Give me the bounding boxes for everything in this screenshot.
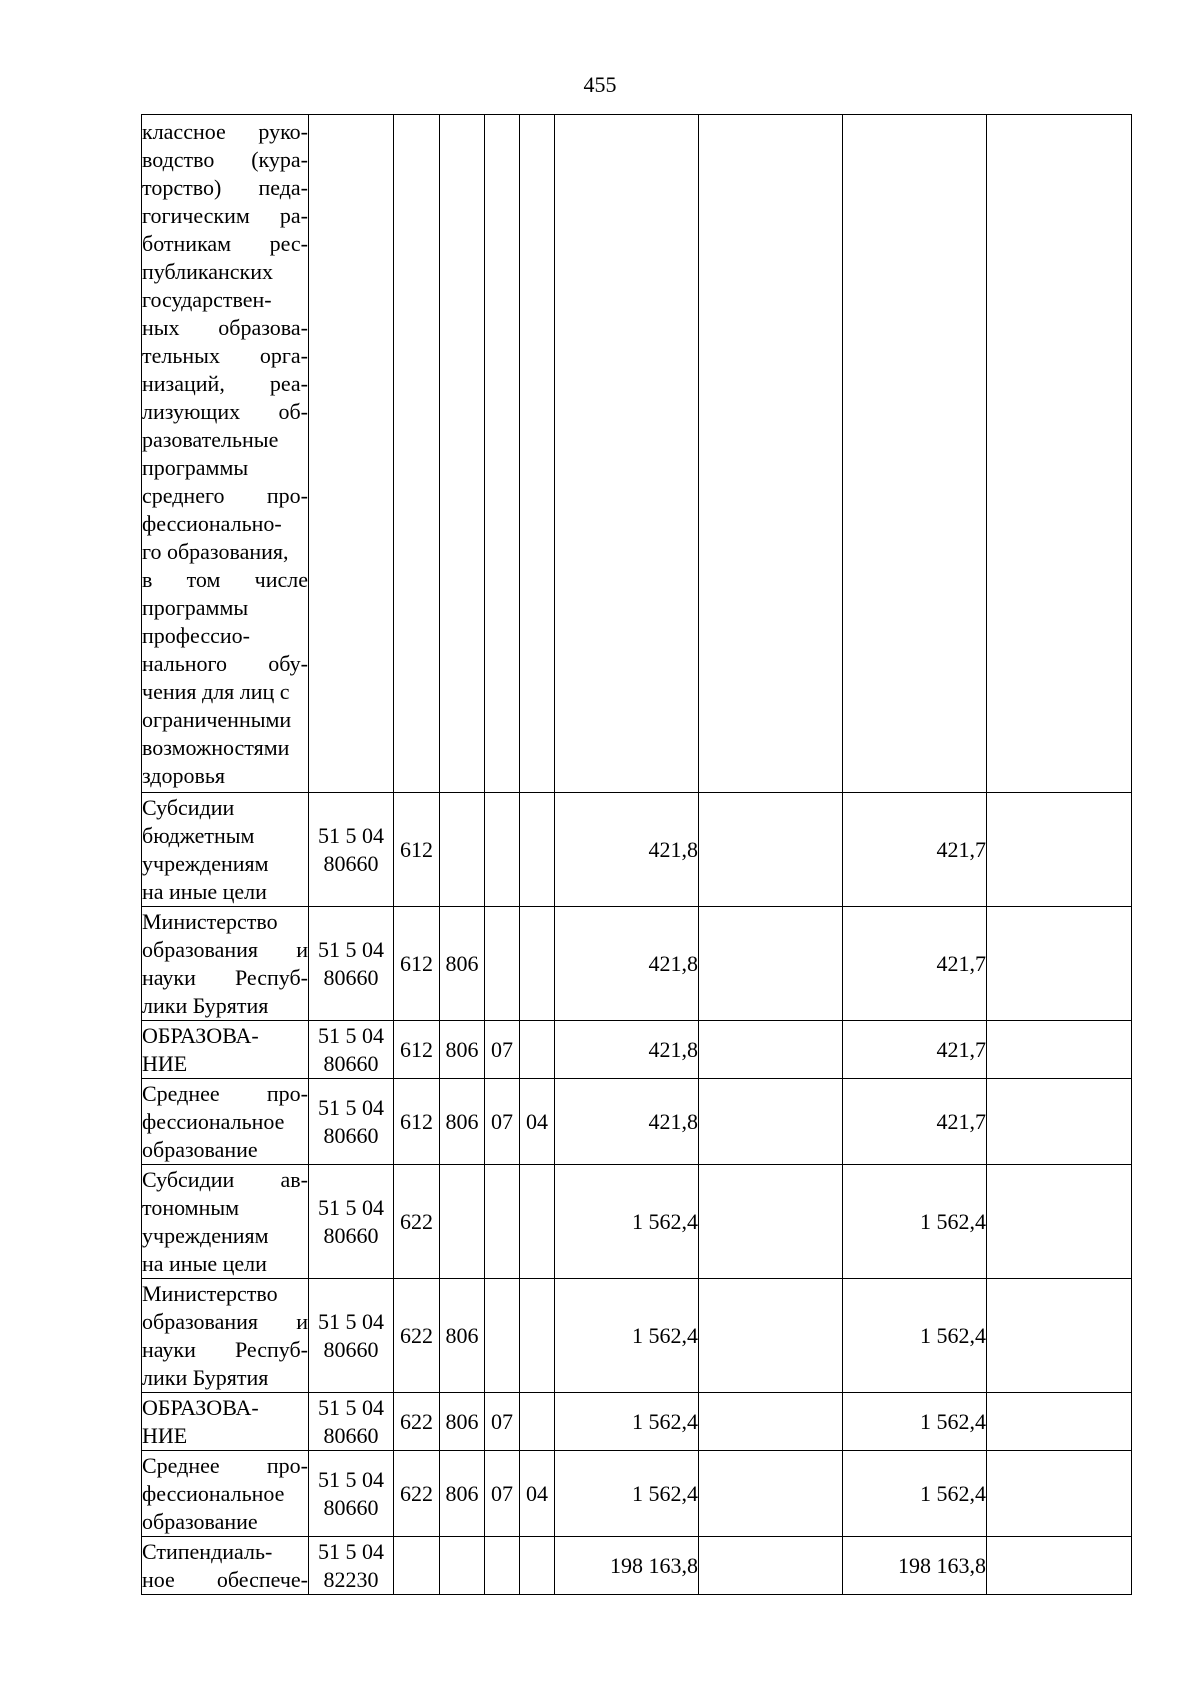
row-pr xyxy=(520,115,555,793)
row-gr xyxy=(440,793,485,907)
row-sum-1: 1 562,4 xyxy=(555,1165,699,1279)
name-line: науки Респуб- xyxy=(142,964,308,990)
row-gr: 806 xyxy=(440,907,485,1021)
row-gr xyxy=(440,1537,485,1595)
name-line: фессионально- xyxy=(142,510,282,536)
name-line: на иные цели xyxy=(142,1250,267,1276)
row-vr: 612 xyxy=(394,1079,440,1165)
row-pr xyxy=(520,1393,555,1451)
name-line: образования и xyxy=(142,936,308,962)
row-code xyxy=(309,1165,394,1279)
name-line: ограниченными xyxy=(142,706,292,732)
row-code xyxy=(309,907,394,1021)
row-name xyxy=(142,1165,309,1279)
row-gr: 806 xyxy=(440,1279,485,1393)
row-name xyxy=(142,1021,309,1079)
name-line: государствен- xyxy=(142,286,272,312)
name-line: ОБРАЗОВА- xyxy=(142,1394,259,1420)
page-number: 455 xyxy=(583,72,617,97)
table-row xyxy=(142,115,1132,793)
table-row xyxy=(142,1079,1132,1165)
row-sum-4 xyxy=(987,1021,1132,1079)
row-rz: 07 xyxy=(485,1079,520,1165)
name-line: разовательные xyxy=(142,426,279,452)
code-line: 82230 xyxy=(323,1566,379,1592)
row-code xyxy=(309,1079,394,1165)
table-row xyxy=(142,1165,1132,1279)
row-sum-1: 421,8 xyxy=(555,907,699,1021)
name-line: Министерство xyxy=(142,1280,278,1306)
row-code xyxy=(309,1021,394,1079)
table-row xyxy=(142,1537,1132,1595)
name-line: возможностями xyxy=(142,734,290,760)
name-line: Министерство xyxy=(142,908,278,934)
table-body xyxy=(142,115,1132,1595)
row-gr xyxy=(440,1165,485,1279)
row-sum-3: 1 562,4 xyxy=(843,1165,987,1279)
row-sum-1: 421,8 xyxy=(555,1079,699,1165)
name-line: нального обу- xyxy=(142,650,308,676)
row-sum-1: 198 163,8 xyxy=(555,1537,699,1595)
row-sum-1: 421,8 xyxy=(555,1021,699,1079)
code-line: 80660 xyxy=(323,1494,379,1520)
name-line: образование xyxy=(142,1508,258,1534)
row-sum-3: 421,7 xyxy=(843,793,987,907)
table-row xyxy=(142,793,1132,907)
name-line: торство) педа- xyxy=(142,174,308,200)
name-line: фессиональное xyxy=(142,1480,285,1506)
code-line: 51 5 04 xyxy=(318,822,384,848)
row-code xyxy=(309,115,394,793)
code-line: 80660 xyxy=(323,1122,379,1148)
row-pr xyxy=(520,1165,555,1279)
row-code xyxy=(309,1279,394,1393)
row-sum-4 xyxy=(987,793,1132,907)
row-code xyxy=(309,1393,394,1451)
name-line: гогическим ра- xyxy=(142,202,308,228)
name-line: тономным xyxy=(142,1194,240,1220)
code-line: 51 5 04 xyxy=(318,936,384,962)
row-vr xyxy=(394,1537,440,1595)
row-sum-2 xyxy=(699,1393,843,1451)
row-vr: 622 xyxy=(394,1451,440,1537)
name-line: Среднее про- xyxy=(142,1452,308,1478)
name-line: программы xyxy=(142,454,249,480)
row-pr xyxy=(520,1021,555,1079)
table-row xyxy=(142,1393,1132,1451)
code-line: 51 5 04 xyxy=(318,1022,384,1048)
row-sum-2 xyxy=(699,793,843,907)
table-row xyxy=(142,1451,1132,1537)
row-sum-3: 1 562,4 xyxy=(843,1393,987,1451)
name-line: НИЕ xyxy=(142,1050,188,1076)
row-sum-2 xyxy=(699,907,843,1021)
code-line: 80660 xyxy=(323,850,379,876)
name-line: ное обеспече- xyxy=(142,1566,308,1592)
row-sum-3: 198 163,8 xyxy=(843,1537,987,1595)
row-vr: 612 xyxy=(394,907,440,1021)
row-sum-1: 1 562,4 xyxy=(555,1279,699,1393)
row-sum-2 xyxy=(699,1165,843,1279)
row-vr xyxy=(394,115,440,793)
row-sum-3: 421,7 xyxy=(843,1079,987,1165)
code-line: 51 5 04 xyxy=(318,1394,384,1420)
name-line: тельных орга- xyxy=(142,342,308,368)
code-line: 80660 xyxy=(323,1336,379,1362)
row-gr: 806 xyxy=(440,1079,485,1165)
row-vr: 622 xyxy=(394,1165,440,1279)
row-name xyxy=(142,1279,309,1393)
name-line: учреждениям xyxy=(142,850,269,876)
row-name xyxy=(142,1079,309,1165)
row-sum-4 xyxy=(987,1165,1132,1279)
row-sum-2 xyxy=(699,1021,843,1079)
name-line: Субсидии xyxy=(142,794,235,820)
row-vr: 622 xyxy=(394,1279,440,1393)
name-line: программы xyxy=(142,594,249,620)
row-sum-4 xyxy=(987,1451,1132,1537)
code-line: 80660 xyxy=(323,1422,379,1448)
code-line: 80660 xyxy=(323,1050,379,1076)
row-gr: 806 xyxy=(440,1393,485,1451)
row-sum-2 xyxy=(699,115,843,793)
row-sum-3 xyxy=(843,115,987,793)
row-pr: 04 xyxy=(520,1079,555,1165)
row-gr: 806 xyxy=(440,1021,485,1079)
row-sum-1: 1 562,4 xyxy=(555,1393,699,1451)
name-line: Стипендиаль- xyxy=(142,1538,273,1564)
row-sum-2 xyxy=(699,1279,843,1393)
row-pr: 04 xyxy=(520,1451,555,1537)
code-line: 80660 xyxy=(323,964,379,990)
row-vr: 612 xyxy=(394,793,440,907)
name-line: науки Респуб- xyxy=(142,1336,308,1362)
row-sum-4 xyxy=(987,1537,1132,1595)
name-line: чения для лиц с xyxy=(142,678,290,704)
row-code xyxy=(309,793,394,907)
row-sum-1 xyxy=(555,115,699,793)
row-pr xyxy=(520,1279,555,1393)
row-code xyxy=(309,1451,394,1537)
row-sum-4 xyxy=(987,115,1132,793)
table-row xyxy=(142,1279,1132,1393)
row-name xyxy=(142,1537,309,1595)
row-sum-3: 421,7 xyxy=(843,1021,987,1079)
row-sum-4 xyxy=(987,1079,1132,1165)
name-line: лики Бурятия xyxy=(142,1364,269,1390)
row-rz xyxy=(485,1165,520,1279)
name-line: образование xyxy=(142,1136,258,1162)
name-line: образования и xyxy=(142,1308,308,1334)
name-line: ных образова- xyxy=(142,314,308,340)
row-name xyxy=(142,907,309,1021)
code-line: 51 5 04 xyxy=(318,1308,384,1334)
row-rz xyxy=(485,1279,520,1393)
name-line: учреждениям xyxy=(142,1222,269,1248)
row-sum-2 xyxy=(699,1079,843,1165)
name-line: на иные цели xyxy=(142,878,267,904)
name-line: НИЕ xyxy=(142,1422,188,1448)
row-sum-2 xyxy=(699,1537,843,1595)
table-row xyxy=(142,1021,1132,1079)
row-vr: 622 xyxy=(394,1393,440,1451)
name-line: среднего про- xyxy=(142,482,308,508)
row-name xyxy=(142,115,309,793)
row-sum-1: 421,8 xyxy=(555,793,699,907)
row-code xyxy=(309,1537,394,1595)
name-line: классное руко- xyxy=(142,118,308,144)
row-pr xyxy=(520,907,555,1021)
row-name xyxy=(142,1451,309,1537)
row-sum-2 xyxy=(699,1451,843,1537)
row-rz xyxy=(485,115,520,793)
row-rz xyxy=(485,1537,520,1595)
name-line: лики Бурятия xyxy=(142,992,269,1018)
name-line: лизующих об- xyxy=(142,398,308,424)
table-row xyxy=(142,907,1132,1021)
row-sum-1: 1 562,4 xyxy=(555,1451,699,1537)
row-rz: 07 xyxy=(485,1021,520,1079)
name-line: ОБРАЗОВА- xyxy=(142,1022,259,1048)
row-sum-3: 1 562,4 xyxy=(843,1451,987,1537)
row-sum-3: 421,7 xyxy=(843,907,987,1021)
budget-table xyxy=(141,114,1132,1595)
name-line: здоровья xyxy=(142,762,226,788)
row-gr xyxy=(440,115,485,793)
row-name xyxy=(142,793,309,907)
row-rz: 07 xyxy=(485,1393,520,1451)
code-line: 51 5 04 xyxy=(318,1194,384,1220)
name-line: в том числе xyxy=(142,566,308,592)
name-line: фессиональное xyxy=(142,1108,285,1134)
name-line: публиканских xyxy=(142,258,274,284)
row-sum-4 xyxy=(987,907,1132,1021)
name-line: Среднее про- xyxy=(142,1080,308,1106)
row-rz xyxy=(485,793,520,907)
row-gr: 806 xyxy=(440,1451,485,1537)
name-line: ботникам рес- xyxy=(142,230,308,256)
row-pr xyxy=(520,1537,555,1595)
row-name xyxy=(142,1393,309,1451)
row-sum-3: 1 562,4 xyxy=(843,1279,987,1393)
code-line: 51 5 04 xyxy=(318,1094,384,1120)
row-vr: 612 xyxy=(394,1021,440,1079)
name-line: го образования, xyxy=(142,538,289,564)
name-line: бюджетным xyxy=(142,822,255,848)
name-line: водство (кура- xyxy=(142,146,308,172)
name-line: Субсидии ав- xyxy=(142,1166,308,1192)
code-line: 80660 xyxy=(323,1222,379,1248)
code-line: 51 5 04 xyxy=(318,1538,384,1564)
row-pr xyxy=(520,793,555,907)
name-line: профессио- xyxy=(142,622,250,648)
row-rz xyxy=(485,907,520,1021)
row-sum-4 xyxy=(987,1393,1132,1451)
code-line: 51 5 04 xyxy=(318,1466,384,1492)
name-line: низаций, реа- xyxy=(142,370,308,396)
row-sum-4 xyxy=(987,1279,1132,1393)
row-rz: 07 xyxy=(485,1451,520,1537)
